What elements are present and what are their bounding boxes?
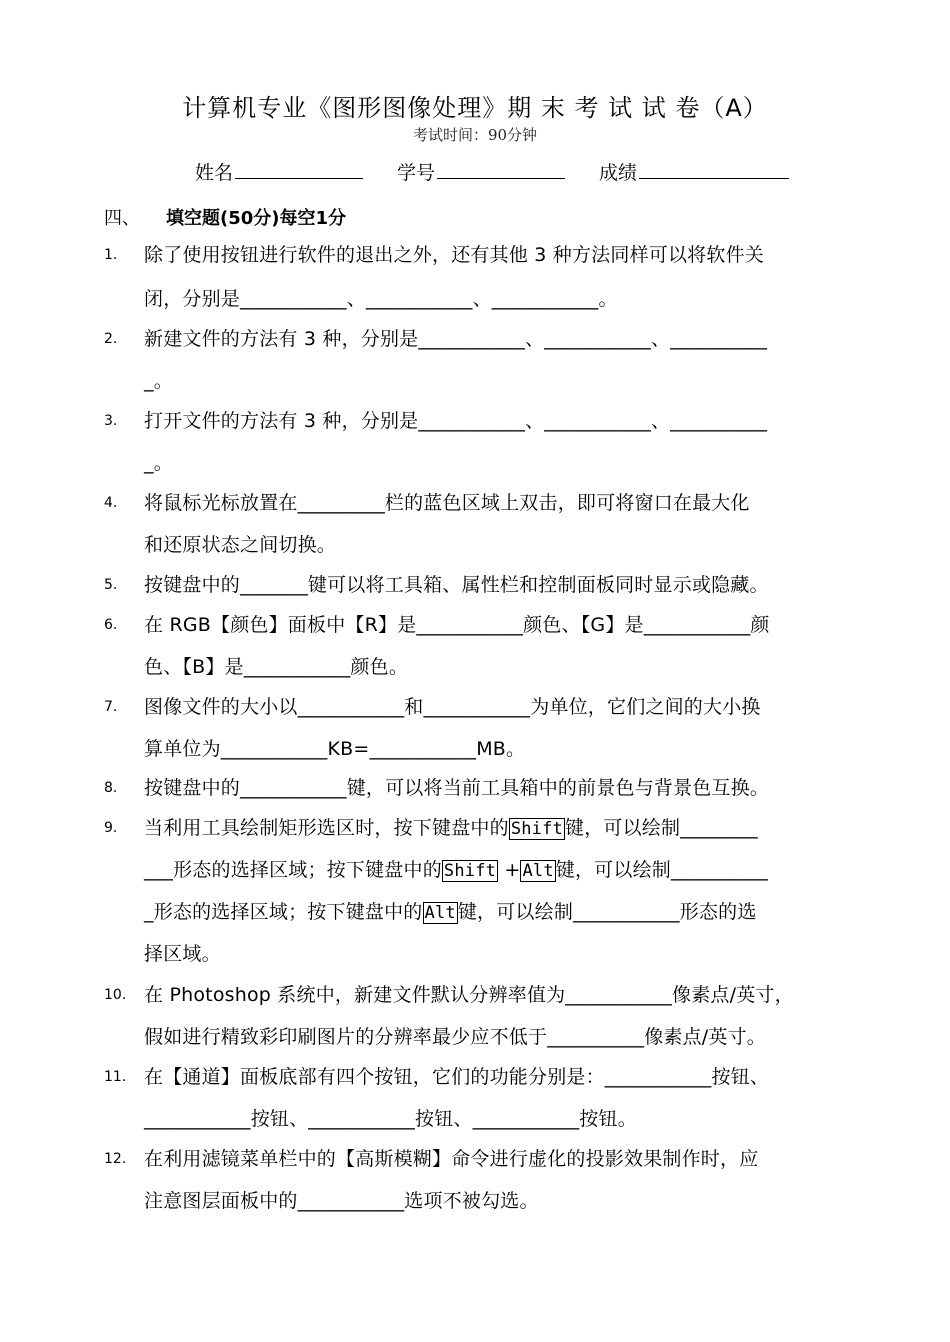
question-text-segment: 当利用工具绘制矩形选区时，按下键盘中的 (144, 817, 509, 839)
question-number: 7. (104, 699, 118, 715)
question-text-segment: _形态的选择区域；按下键盘中的 (144, 901, 423, 923)
question-text: 择区域。 (144, 943, 221, 965)
question-text: _。 (144, 452, 173, 474)
section-heading (104, 204, 346, 230)
name-blank (235, 158, 363, 179)
student-id-blank (437, 158, 565, 179)
question-text: 色、【B】是___________颜色。 (144, 656, 409, 678)
question-text: 闭，分别是___________、___________、___________。 (144, 288, 618, 310)
question-number: 11. (104, 1069, 127, 1085)
question-text: 假如进行精致彩印刷图片的分辨率最少应不低于__________像素点/英寸。 (144, 1026, 767, 1048)
question-text: 算单位为___________KB=___________MB。 (144, 738, 526, 760)
question-number: 5. (104, 577, 118, 593)
student-info-row (195, 158, 895, 185)
section-title: 填空题(50分)每空1分 (166, 208, 347, 229)
score-field (599, 158, 789, 185)
shift-key-box: Shift (443, 861, 497, 881)
question-number: 1. (104, 247, 118, 263)
question-text (144, 855, 768, 882)
student-id-field (397, 158, 565, 185)
name-field (195, 158, 363, 185)
question-number: 9. (104, 820, 118, 836)
question-text: 按键盘中的_______键可以将工具箱、属性栏和控制面板同时显示或隐藏。 (144, 574, 769, 596)
alt-key-box: Alt (424, 903, 456, 923)
question-number: 3. (104, 413, 118, 429)
score-blank (639, 158, 789, 179)
question-text: 图像文件的大小以___________和___________为单位，它们之间的大小换 (144, 696, 761, 718)
question-text: 除了使用按钮进行软件的退出之外，还有其他 3 种方法同样可以将软件关 (144, 244, 764, 266)
question-text: 新建文件的方法有 3 种，分别是___________、___________、__________ (144, 328, 768, 350)
question-text: 在利用滤镜菜单栏中的【高斯模糊】命令进行虚化的投影效果制作时，应 (144, 1148, 759, 1170)
question-text-segment: 键，可以绘制__________ (555, 859, 768, 881)
question-number: 2. (104, 331, 118, 347)
question-text (144, 897, 757, 924)
score-label: 成绩 (599, 162, 638, 184)
question-text-segment: 键，可以绘制________ (565, 817, 758, 839)
question-text: 在 RGB【颜色】面板中【R】是___________颜色、【G】是___________颜 (144, 614, 770, 636)
question-text: 打开文件的方法有 3 种，分别是___________、___________、__________ (144, 410, 768, 432)
question-text: _。 (144, 370, 173, 392)
name-label: 姓名 (195, 162, 234, 184)
question-text: 在【通道】面板底部有四个按钮，它们的功能分别是：___________按钮、 (144, 1066, 770, 1088)
section-number: 四、 (104, 208, 140, 229)
exam-duration: 考试时间：90分钟 (412, 126, 538, 144)
question-text-segment: ___形态的选择区域；按下键盘中的 (144, 859, 442, 881)
question-text: 在 Photoshop 系统中，新建文件默认分辨率值为___________像素点/英寸， (144, 984, 794, 1006)
question-text-segment: 键，可以绘制___________形态的选 (457, 901, 757, 923)
plus-sign: + (498, 859, 521, 881)
question-text: 按键盘中的___________键，可以将当前工具箱中的前景色与背景色互换。 (144, 777, 770, 799)
question-number: 6. (104, 617, 118, 633)
shift-key-box: Shift (510, 819, 563, 839)
question-number: 10. (104, 987, 127, 1003)
alt-key-box: Alt (522, 861, 554, 881)
question-text: ___________按钮、___________按钮、___________按钮。 (144, 1108, 637, 1130)
question-text (144, 813, 758, 840)
question-text: 将鼠标光标放置在_________栏的蓝色区域上双击，即可将窗口在最大化 (144, 492, 750, 514)
question-text: 和还原状态之间切换。 (144, 534, 337, 556)
student-id-label: 学号 (397, 162, 436, 184)
question-number: 4. (104, 495, 118, 511)
question-number: 12. (104, 1151, 127, 1167)
question-text: 注意图层面板中的___________选项不被勾选。 (144, 1190, 539, 1212)
exam-title: 计算机专业《图形图像处理》期 末 考 试 试 卷（A） (182, 94, 768, 122)
question-number: 8. (104, 780, 118, 796)
